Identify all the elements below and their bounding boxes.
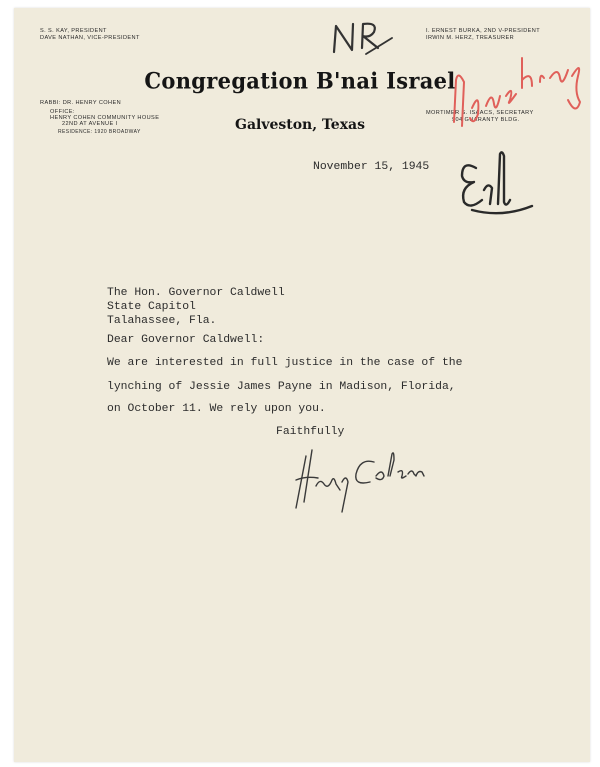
congregation-city: Galveston, Texas <box>234 117 366 133</box>
letterhead-office-label: OFFICE: <box>50 109 75 115</box>
nr-handwritten-mark <box>326 14 396 58</box>
red-pencil-topic-mark <box>440 30 590 130</box>
recipient-line-3: Talahassee, Fla. <box>107 315 217 327</box>
salutation: Dear Governor Caldwell: <box>107 334 265 346</box>
letterhead-residence: RESIDENCE: 1920 BROADWAY <box>58 129 141 135</box>
signature <box>290 446 440 514</box>
initials-handwritten-mark <box>452 148 542 220</box>
letterhead-office-line2: 22ND AT AVENUE I <box>62 121 118 127</box>
body-line-3: on October 11. We rely upon you. <box>107 403 326 415</box>
letterhead-secretary: MORTIMER S. ISAACS, SECRETARY <box>426 110 534 116</box>
recipient-line-1: The Hon. Governor Caldwell <box>107 287 285 299</box>
letterhead-second-vp: I. ERNEST BURKA, 2ND V-PRESIDENT <box>426 28 541 34</box>
congregation-title: Congregation B'nai Israel <box>144 67 456 94</box>
body-line-1: We are interested in full justice in the case of the <box>107 357 463 369</box>
letterhead-rabbi: RABBI: DR. HENRY COHEN <box>40 100 122 106</box>
letterhead-vice-president: DAVE NATHAN, VICE-PRESIDENT <box>40 35 140 41</box>
closing: Faithfully <box>276 426 345 438</box>
letterhead-office-line1: HENRY COHEN COMMUNITY HOUSE <box>50 115 160 121</box>
letter-date: November 15, 1945 <box>313 161 430 173</box>
recipient-line-2: State Capitol <box>107 301 196 313</box>
letterhead-president: S. S. KAY, PRESIDENT <box>40 28 107 34</box>
letterhead-treasurer: IRWIN M. HERZ, TREASURER <box>426 35 515 41</box>
body-line-2: lynching of Jessie James Payne in Madison, Florida, <box>107 381 456 393</box>
letterhead-secretary-address: 904 GUARANTY BLDG. <box>452 117 520 123</box>
